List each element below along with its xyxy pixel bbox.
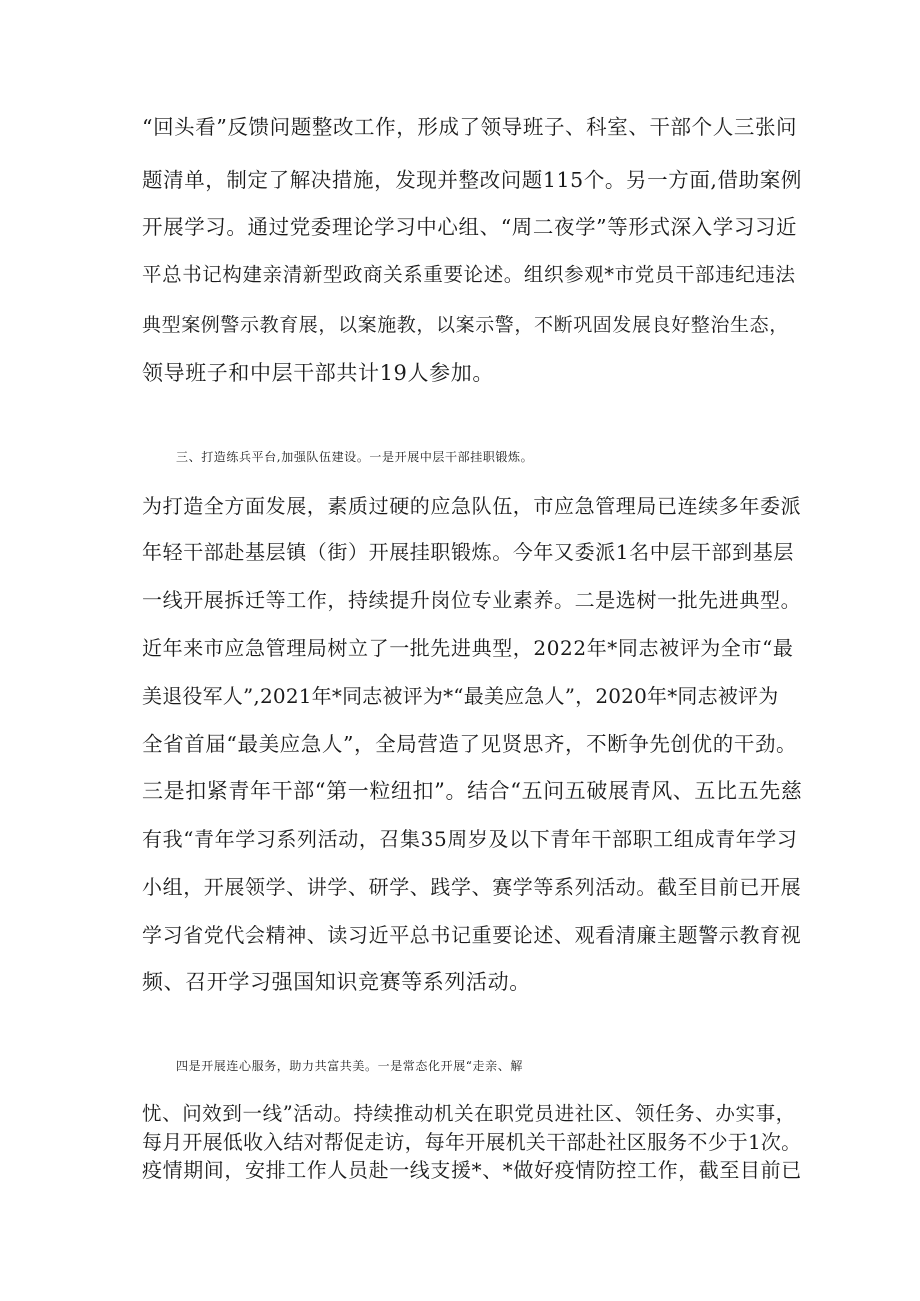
paragraph-line: 疫情期间，安排工作人员赴一线支援*、*做好疫情防控工作，截至目前已 [142, 1158, 802, 1182]
paragraph-line: 美退役军人”,2021年*同志被评为*“最美应急人”，2020年*同志被评为 [142, 684, 779, 708]
paragraph-line: 平总书记构建亲清新型政商关系重要论述。组织参观*市党员干部违纪违法 [142, 263, 796, 286]
section-heading-line: 四是开展连心服务，助力共富共美。一是常态化开展“走亲、解 [176, 1059, 523, 1073]
paragraph-line: 题清单，制定了解决措施，发现并整改问题115个。另一方面,借助案例 [142, 168, 802, 192]
paragraph-line: 小组，开展领学、讲学、研学、践学、赛学等系列活动。截至目前已开展 [142, 875, 802, 899]
paragraph-line: 忧、问效到一线”活动。持续推动机关在职党员进社区、领任务、办实事， [142, 1102, 796, 1125]
paragraph-line: 学习省党代会精神、读习近平总书记重要论述、观看清廉主题警示教育视 [142, 923, 802, 947]
paragraph-line: 领导班子和中层干部共计19人参加。 [142, 361, 494, 385]
paragraph-line: 为打造全方面发展，素质过硬的应急队伍，市应急管理局已连续多年委派 [142, 494, 802, 518]
paragraph-line: 一线开展拆迁等工作，持续提升岗位专业素养。二是选树一批先进典型。 [142, 588, 802, 612]
paragraph-line: 每月开展低收入结对帮促走访，每年开展机关干部赴社区服务不少于1次。 [142, 1130, 802, 1154]
paragraph-line: 典型案例警示教育展，以案施教，以案示警，不断巩固发展良好整治生态， [142, 314, 789, 336]
paragraph-line: 年轻干部赴基层镇（街）开展挂职锻炼。今年又委派1名中层干部到基层 [142, 540, 794, 564]
paragraph-line: 开展学习。通过党委理论学习中心组、“周二夜学”等形式深入学习习近 [142, 215, 798, 239]
paragraph-line: 有我“青年学习系列活动，召集35周岁及以下青年干部职工组成青年学习 [142, 827, 798, 851]
paragraph-line: 三是扣紧青年干部“第一粒纽扣”。结合“五问五破展青风、五比五先慈 [142, 779, 803, 803]
paragraph-line: 全省首届“最美应急人”，全局营造了见贤思齐，不断争先创优的干劲。 [142, 732, 798, 756]
paragraph-line: “回头看”反馈问题整改工作，形成了领导班子、科室、干部个人三张问 [142, 115, 798, 139]
section-heading-line: 三、打造练兵平台,加强队伍建设。一是开展中层干部挂职锻炼。 [176, 450, 534, 464]
paragraph-line: 近年来市应急管理局树立了一批先进典型，2022年*同志被评为全市“最 [142, 636, 794, 660]
paragraph-line: 频、召开学习强国知识竞赛等系列活动。 [142, 970, 531, 994]
